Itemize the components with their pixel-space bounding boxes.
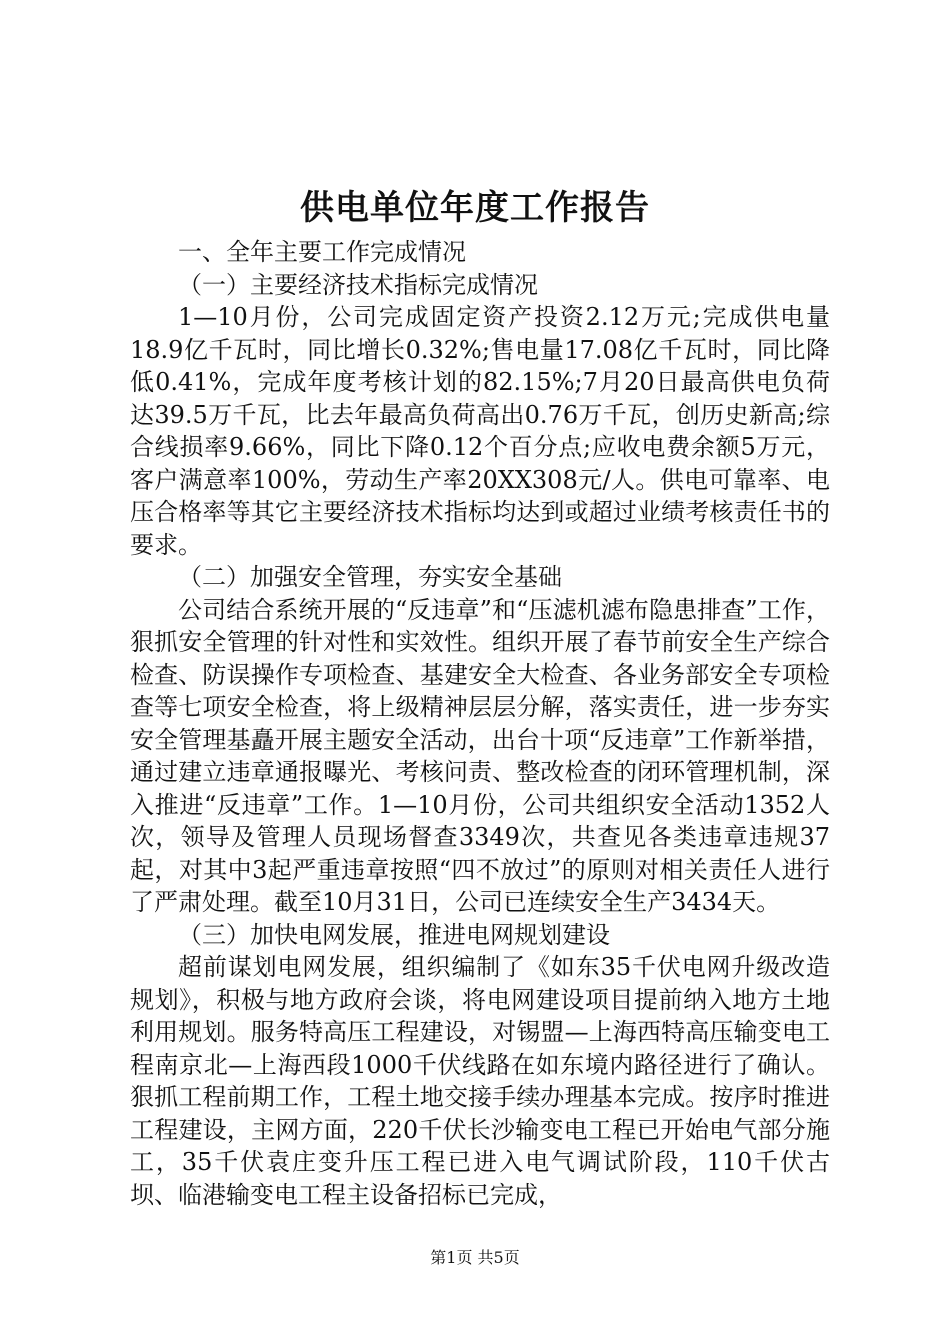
paragraph-safety: 公司结合系统开展的“反违章”和“压滤机滤布隐患排查”工作，狠抓安全管理的针对性和实效性。组织开展了春节前安全生产综合检查、防误操作专项检查、基建安全大检查、各业务部安全专项检查等七项安全检查，将上级精神层层分解，落实责任，进一步夯实安全管理基矗开展主题安全活动，出台十项“反违章”工作新举措，通过建立违章通报曝光、考核问责、整改检查的闭环管理机制，深入推进“反违章”工作。1—10月份，公司共组织安全活动1352人次，领导及管理人员现场督查3349次，共查见各类违章违规37起，对其中3起严重违章按照“四不放过”的原则对相关责任人进行了严肃处理。截至10月31日，公司已连续安全生产3434天。 [130, 595, 830, 916]
subsection-heading-3: （三）加快电网发展，推进电网规划建设 [178, 920, 610, 949]
paragraph-grid: 超前谋划电网发展，组织编制了《如东35千伏电网升级改造规划》，积极与地方政府会谈，将电网建设项目提前纳入地方土地利用规划。服务特高压工程建设，对锡盟—上海西特高压输变电工程南京北—上海西段1000千伏线路在如东境内路径进行了确认。狠抓工程前期工作，工程土地交接手续办理基本完成。按序时推进工程建设，主网方面，220千伏长沙输变电工程已开始电气部分施工，35千伏袁庄变升压工程已进入电气调试阶段，110千伏古坝、临港输变电工程主设备招标已完成， [130, 953, 830, 1209]
subsection-heading-1: （一）主要经济技术指标完成情况 [178, 270, 538, 299]
page-footer: 第1页 共5页 [430, 1248, 520, 1267]
paragraph-indicators: 1—10月份，公司完成固定资产投资2.12万元;完成供电量18.9亿千瓦时，同比增长0.32%;售电量17.08亿千瓦时，同比降低0.41%，完成年度考核计划的82.15%;7月20日最高供电负荷达39.5万千瓦，比去年最高负荷高出0.76万千瓦，创历史新高;综合线损率9.66%，同比下降0.12个百分点;应收电费余额5万元，客户满意率100%，劳动生产率20XX308元/人。供电可靠率、电压合格率等其它主要经济技术指标均达到或超过业绩考核责任书的要求。 [130, 303, 830, 559]
subsection-heading-2: （二）加强安全管理，夯实安全基础 [178, 563, 562, 591]
document-title: 供电单位年度工作报告 [300, 188, 650, 228]
section-heading-1: 一、全年主要工作完成情况 [178, 238, 466, 266]
document-body [130, 236, 830, 1211]
